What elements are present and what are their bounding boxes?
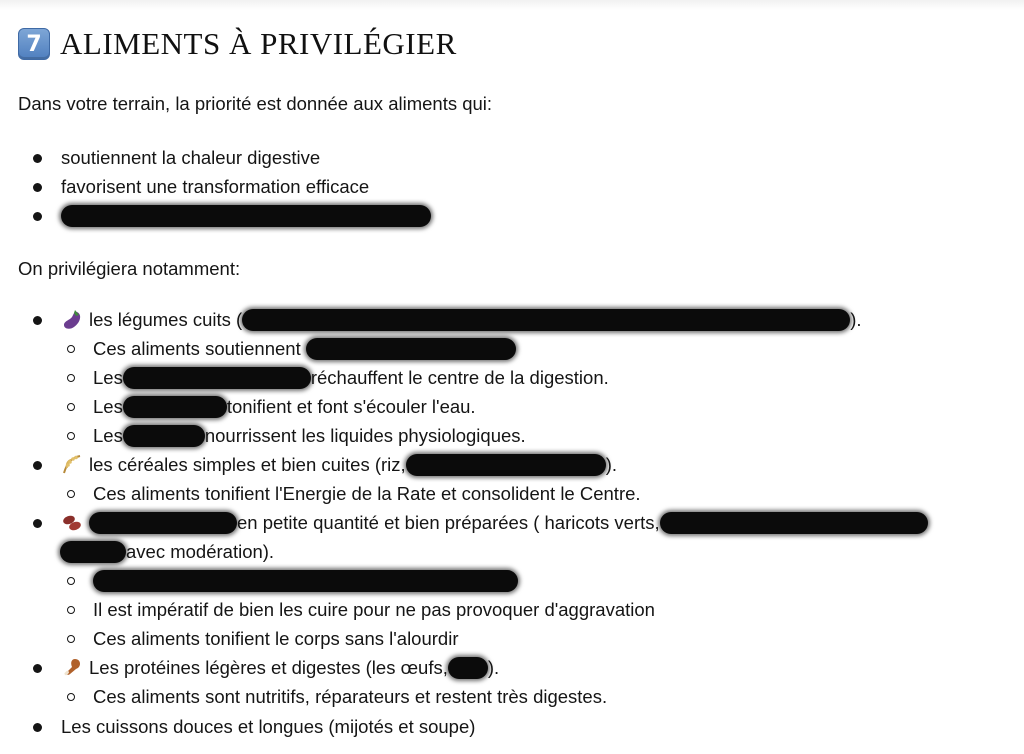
bullet-icon — [33, 723, 42, 732]
redaction-mark — [448, 657, 488, 679]
circle-bullet-icon — [67, 345, 75, 353]
sub-item-text: Les — [93, 396, 123, 417]
list-item-text: avec modération). — [126, 541, 275, 562]
redaction-mark — [123, 396, 227, 418]
beans-icon — [61, 511, 83, 533]
sub-item-text: réchauffent le centre de la digestion. — [310, 367, 609, 388]
intro-paragraph: Dans votre terrain, la priorité est donnée aux aliments qui: — [18, 93, 493, 114]
circle-bullet-icon — [67, 432, 75, 440]
bullet-icon — [33, 664, 42, 673]
circle-bullet-icon — [67, 606, 75, 614]
section-heading — [18, 22, 457, 66]
sub-item-text: tonifient et font s'écouler l'eau. — [226, 396, 476, 417]
sub-item-text: Ces aliments tonifient le corps sans l'alourdir — [93, 628, 459, 649]
circle-bullet-icon — [67, 635, 75, 643]
keycap-number-badge: 7 — [18, 28, 50, 60]
list-item-text: soutiennent la chaleur digestive — [61, 147, 321, 168]
poultry-leg-icon — [61, 656, 83, 678]
redaction-mark — [123, 425, 205, 447]
bullet-icon — [33, 519, 42, 528]
redaction-mark — [123, 367, 311, 389]
circle-bullet-icon — [67, 490, 75, 498]
section-paragraph: On privilégiera notamment: — [18, 258, 241, 279]
bullet-icon — [33, 316, 42, 325]
circle-bullet-icon — [67, 693, 75, 701]
top-shadow-band — [0, 0, 1024, 10]
eggplant-icon — [61, 308, 83, 330]
circle-bullet-icon — [67, 374, 75, 382]
list-item-text: Les protéines légères et digestes (les œufs, — [89, 657, 448, 678]
bullet-icon — [33, 461, 42, 470]
redaction-mark — [93, 570, 518, 592]
sub-item-text: Les — [93, 367, 123, 388]
rice-sheaf-icon — [61, 453, 83, 475]
sub-item-text: Les — [93, 425, 123, 446]
bullet-icon — [33, 183, 42, 192]
list-item-text: ). — [487, 657, 500, 678]
redaction-mark — [61, 205, 431, 227]
list-item-text: favorisent une transformation efficace — [61, 176, 370, 197]
redaction-mark — [406, 454, 606, 476]
redaction-mark — [306, 338, 516, 360]
redaction-mark — [242, 309, 850, 331]
circle-bullet-icon — [67, 403, 75, 411]
redaction-mark — [89, 512, 237, 534]
bullet-icon — [33, 154, 42, 163]
list-item-text: ). — [850, 309, 862, 330]
sub-item-text: Il est impératif de bien les cuire pour ne pas provoquer d'aggravation — [93, 599, 655, 620]
section-title: ALIMENTS À PRIVILÉGIER — [60, 26, 457, 61]
bullet-icon — [33, 212, 42, 221]
list-item-text: en petite quantité et bien préparées ( haricots verts, — [237, 512, 660, 533]
redaction-mark — [660, 512, 928, 534]
sub-item-text: nourrissent les liquides physiologiques. — [204, 425, 526, 446]
sub-item-text: Ces aliments soutiennent — [93, 338, 301, 359]
sub-item-text: Ces aliments tonifient l'Energie de la Rate et consolident le Centre. — [93, 483, 641, 504]
list-item-text: les légumes cuits ( — [89, 309, 243, 330]
sub-item-text: Ces aliments sont nutritifs, réparateurs et restent très digestes. — [93, 686, 608, 707]
circle-bullet-icon — [67, 577, 75, 585]
list-item-text: ). — [605, 454, 617, 475]
list-item-text: les céréales simples et bien cuites (riz, — [89, 454, 406, 475]
list-item-text: Les cuissons douces et longues (mijotés et soupe) — [61, 716, 476, 737]
redaction-mark — [60, 541, 126, 563]
